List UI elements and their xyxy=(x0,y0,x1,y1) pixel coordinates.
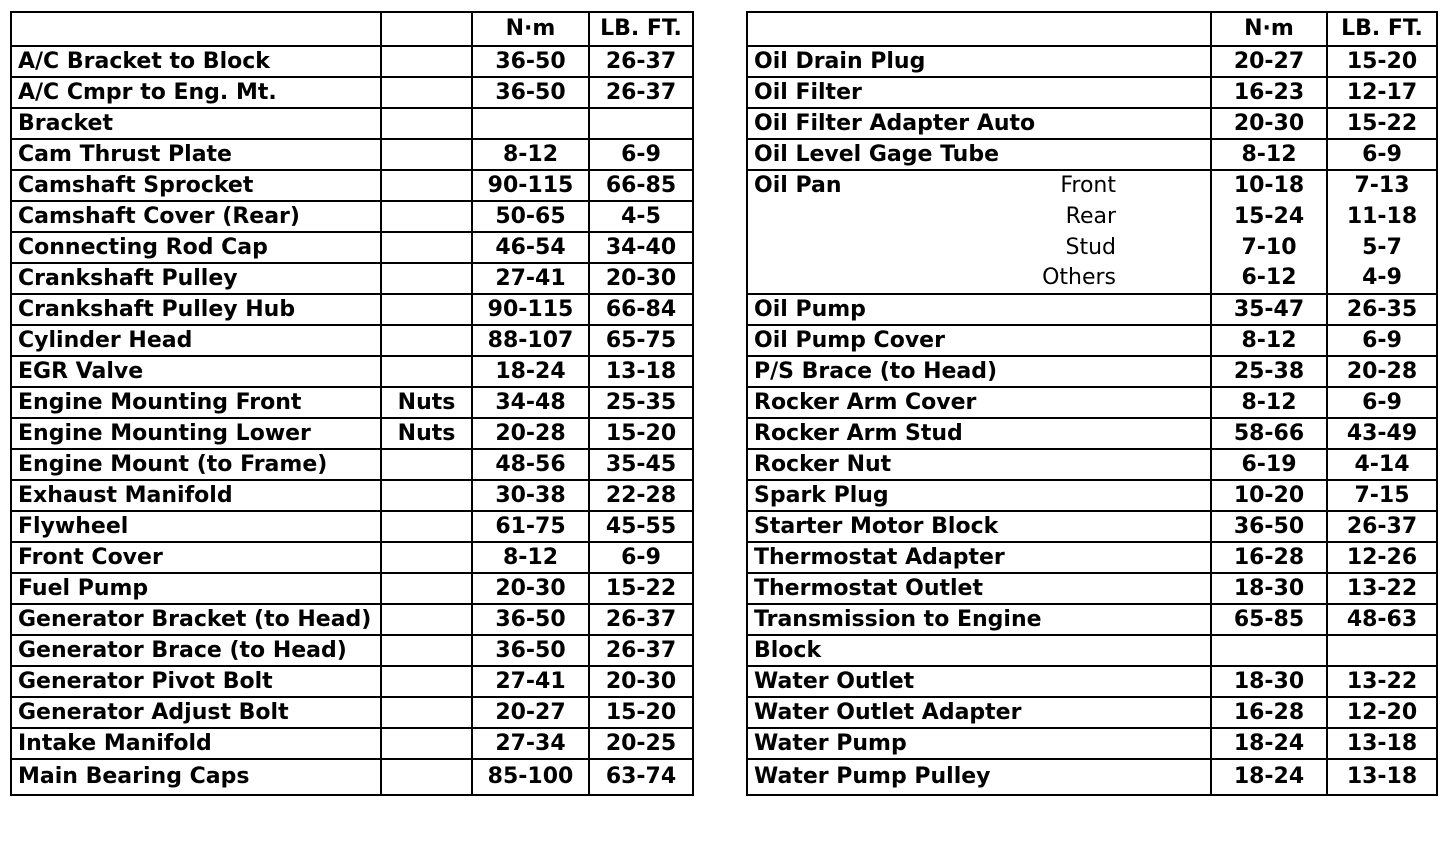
fastener-note xyxy=(381,263,472,294)
torque-nm: 15-24 xyxy=(1211,201,1327,232)
torque-nm: 20-30 xyxy=(472,573,589,604)
item-name: Bracket xyxy=(11,108,381,139)
table-row xyxy=(747,387,1437,418)
item-label: Oil Level Gage Tube xyxy=(754,141,999,167)
left-header-row xyxy=(11,12,693,46)
torque-nm: 8-12 xyxy=(472,542,589,573)
right-header-row xyxy=(747,12,1437,46)
torque-nm: 85-100 xyxy=(472,759,589,795)
fastener-note xyxy=(381,325,472,356)
item-name: EGR Valve xyxy=(11,356,381,387)
table-row xyxy=(747,542,1437,573)
item-name xyxy=(747,294,1211,325)
torque-nm: 8-12 xyxy=(1211,325,1327,356)
torque-nm: 7-10 xyxy=(1211,232,1327,263)
torque-lbft: 20-30 xyxy=(589,263,693,294)
torque-lbft: 20-30 xyxy=(589,666,693,697)
torque-nm: 10-20 xyxy=(1211,480,1327,511)
torque-nm: 16-28 xyxy=(1211,697,1327,728)
torque-lbft: 26-37 xyxy=(589,46,693,77)
item-label: Block xyxy=(754,637,822,663)
table-row xyxy=(11,480,693,511)
left-header-note xyxy=(381,12,472,46)
left-header-item xyxy=(11,12,381,46)
table-row xyxy=(11,294,693,325)
item-label: Oil Filter xyxy=(754,79,862,105)
torque-nm: 27-34 xyxy=(472,728,589,759)
item-name xyxy=(747,77,1211,108)
table-row xyxy=(11,666,693,697)
torque-nm: 50-65 xyxy=(472,201,589,232)
torque-nm: 8-12 xyxy=(472,139,589,170)
item-sub-label: Stud xyxy=(1065,234,1116,260)
table-row xyxy=(747,263,1437,294)
table-row xyxy=(747,573,1437,604)
torque-lbft: 15-22 xyxy=(1327,108,1437,139)
torque-lbft: 48-63 xyxy=(1327,604,1437,635)
torque-lbft: 6-9 xyxy=(1327,387,1437,418)
torque-nm: 20-27 xyxy=(472,697,589,728)
table-row xyxy=(11,542,693,573)
torque-nm: 10-18 xyxy=(1211,170,1327,201)
table-row xyxy=(747,480,1437,511)
torque-lbft: 26-37 xyxy=(1327,511,1437,542)
torque-lbft: 26-37 xyxy=(589,604,693,635)
fastener-note xyxy=(381,542,472,573)
item-name: Flywheel xyxy=(11,511,381,542)
item-label: Oil Pan xyxy=(754,173,842,198)
item-name xyxy=(747,201,1211,232)
fastener-note xyxy=(381,697,472,728)
left-header-nm: N·m xyxy=(472,12,589,46)
fastener-note xyxy=(381,728,472,759)
torque-nm: 36-50 xyxy=(472,635,589,666)
item-name xyxy=(747,573,1211,604)
item-name xyxy=(747,232,1211,263)
fastener-note xyxy=(381,480,472,511)
item-label: Starter Motor Block xyxy=(754,513,999,539)
fastener-note xyxy=(381,232,472,263)
table-row xyxy=(747,232,1437,263)
table-row xyxy=(11,449,693,480)
torque-nm: 30-38 xyxy=(472,480,589,511)
torque-nm: 58-66 xyxy=(1211,418,1327,449)
fastener-note xyxy=(381,77,472,108)
item-label: Oil Filter Adapter Auto xyxy=(754,110,1036,136)
fastener-note xyxy=(381,170,472,201)
item-name: Generator Pivot Bolt xyxy=(11,666,381,697)
item-name: Engine Mount (to Frame) xyxy=(11,449,381,480)
item-sub-label: Front xyxy=(1060,173,1116,198)
torque-lbft: 66-84 xyxy=(589,294,693,325)
item-name xyxy=(747,666,1211,697)
torque-nm: 35-47 xyxy=(1211,294,1327,325)
torque-nm: 18-24 xyxy=(472,356,589,387)
torque-nm: 20-30 xyxy=(1211,108,1327,139)
item-name: Generator Brace (to Head) xyxy=(11,635,381,666)
item-name xyxy=(747,511,1211,542)
item-label: Oil Pump xyxy=(754,296,866,322)
item-name: Generator Bracket (to Head) xyxy=(11,604,381,635)
item-name: Fuel Pump xyxy=(11,573,381,604)
table-row xyxy=(747,356,1437,387)
torque-lbft: 66-85 xyxy=(589,170,693,201)
fastener-note xyxy=(381,201,472,232)
item-name: Intake Manifold xyxy=(11,728,381,759)
table-row xyxy=(747,666,1437,697)
torque-nm: 6-12 xyxy=(1211,263,1327,294)
table-row xyxy=(11,232,693,263)
item-label: Spark Plug xyxy=(754,482,889,508)
item-name: Crankshaft Pulley Hub xyxy=(11,294,381,325)
torque-nm: 36-50 xyxy=(1211,511,1327,542)
table-row xyxy=(11,201,693,232)
item-name xyxy=(747,480,1211,511)
item-label: P/S Brace (to Head) xyxy=(754,358,998,384)
torque-nm: 18-30 xyxy=(1211,573,1327,604)
table-row xyxy=(11,604,693,635)
torque-lbft: 15-20 xyxy=(589,697,693,728)
torque-lbft: 15-20 xyxy=(1327,46,1437,77)
item-name: Connecting Rod Cap xyxy=(11,232,381,263)
torque-lbft: 25-35 xyxy=(589,387,693,418)
torque-lbft: 26-37 xyxy=(589,77,693,108)
table-row xyxy=(11,170,693,201)
item-label: Water Pump Pulley xyxy=(754,764,991,789)
torque-nm: 36-50 xyxy=(472,604,589,635)
torque-lbft: 63-74 xyxy=(589,759,693,795)
torque-lbft: 13-18 xyxy=(1327,728,1437,759)
item-name xyxy=(747,108,1211,139)
torque-nm: 20-28 xyxy=(472,418,589,449)
item-name xyxy=(747,46,1211,77)
fastener-note xyxy=(381,759,472,795)
fastener-note xyxy=(381,604,472,635)
item-sub-label: Rear xyxy=(1065,203,1116,229)
item-name xyxy=(747,356,1211,387)
torque-nm: 36-50 xyxy=(472,77,589,108)
fastener-note xyxy=(381,511,472,542)
item-name: Front Cover xyxy=(11,542,381,573)
table-row xyxy=(11,635,693,666)
item-name: Crankshaft Pulley xyxy=(11,263,381,294)
table-row xyxy=(11,108,693,139)
torque-nm: 88-107 xyxy=(472,325,589,356)
torque-nm: 90-115 xyxy=(472,170,589,201)
table-row xyxy=(11,325,693,356)
item-sub-label: Others xyxy=(1042,265,1116,290)
torque-nm: 16-28 xyxy=(1211,542,1327,573)
torque-lbft: 26-35 xyxy=(1327,294,1437,325)
table-row xyxy=(747,108,1437,139)
torque-lbft: 7-15 xyxy=(1327,480,1437,511)
item-name xyxy=(747,542,1211,573)
torque-lbft: 43-49 xyxy=(1327,418,1437,449)
item-name xyxy=(747,728,1211,759)
torque-nm: 34-48 xyxy=(472,387,589,418)
torque-nm: 36-50 xyxy=(472,46,589,77)
right-header-lbft: LB. FT. xyxy=(1327,12,1437,46)
item-name: Cam Thrust Plate xyxy=(11,139,381,170)
item-name xyxy=(747,604,1211,635)
torque-lbft: 12-17 xyxy=(1327,77,1437,108)
fastener-note xyxy=(381,356,472,387)
item-label: Rocker Arm Cover xyxy=(754,389,977,415)
torque-lbft: 22-28 xyxy=(589,480,693,511)
item-name: Main Bearing Caps xyxy=(11,759,381,795)
torque-lbft: 20-25 xyxy=(589,728,693,759)
table-row xyxy=(747,201,1437,232)
item-name xyxy=(747,759,1211,795)
item-name: Cylinder Head xyxy=(11,325,381,356)
table-row xyxy=(11,697,693,728)
table-row xyxy=(747,449,1437,480)
torque-lbft: 6-9 xyxy=(1327,325,1437,356)
torque-nm: 27-41 xyxy=(472,666,589,697)
item-name xyxy=(747,325,1211,356)
fastener-note: Nuts xyxy=(381,418,472,449)
torque-nm: 20-27 xyxy=(1211,46,1327,77)
item-name: Camshaft Sprocket xyxy=(11,170,381,201)
torque-nm: 8-12 xyxy=(1211,139,1327,170)
torque-lbft: 26-37 xyxy=(589,635,693,666)
item-label: Transmission to Engine xyxy=(754,606,1042,632)
torque-lbft: 4-9 xyxy=(1327,263,1437,294)
item-name xyxy=(747,170,1211,201)
item-name xyxy=(747,418,1211,449)
torque-lbft: 34-40 xyxy=(589,232,693,263)
table-row xyxy=(11,387,693,418)
fastener-note xyxy=(381,666,472,697)
table-row xyxy=(11,728,693,759)
torque-lbft: 15-22 xyxy=(589,573,693,604)
right-header-item xyxy=(747,12,1211,46)
item-name xyxy=(747,139,1211,170)
fastener-note xyxy=(381,139,472,170)
torque-nm: 61-75 xyxy=(472,511,589,542)
item-label: Thermostat Adapter xyxy=(754,544,1005,570)
item-name: Engine Mounting Front xyxy=(11,387,381,418)
right-table-body xyxy=(747,12,1437,795)
fastener-note xyxy=(381,108,472,139)
fastener-note xyxy=(381,294,472,325)
right-torque-table xyxy=(746,11,1438,796)
right-header-nm: N·m xyxy=(1211,12,1327,46)
item-label: Rocker Arm Stud xyxy=(754,420,963,446)
fastener-note xyxy=(381,449,472,480)
torque-lbft: 12-26 xyxy=(1327,542,1437,573)
table-row xyxy=(11,77,693,108)
torque-lbft: 6-9 xyxy=(589,542,693,573)
item-label: Oil Drain Plug xyxy=(754,48,926,74)
table-row xyxy=(747,77,1437,108)
item-name xyxy=(747,697,1211,728)
torque-nm: 65-85 xyxy=(1211,604,1327,635)
table-row xyxy=(11,573,693,604)
torque-lbft: 5-7 xyxy=(1327,232,1437,263)
torque-lbft: 4-14 xyxy=(1327,449,1437,480)
torque-nm: 18-24 xyxy=(1211,759,1327,795)
torque-lbft: 4-5 xyxy=(589,201,693,232)
torque-nm: 6-19 xyxy=(1211,449,1327,480)
torque-lbft: 45-55 xyxy=(589,511,693,542)
table-row xyxy=(747,325,1437,356)
item-label: Water Pump xyxy=(754,730,907,756)
table-row xyxy=(11,418,693,449)
table-row xyxy=(747,759,1437,795)
torque-lbft: 7-13 xyxy=(1327,170,1437,201)
table-row xyxy=(11,46,693,77)
table-row xyxy=(11,139,693,170)
left-header-lbft: LB. FT. xyxy=(589,12,693,46)
table-row xyxy=(747,728,1437,759)
torque-lbft: 13-18 xyxy=(1327,759,1437,795)
item-label: Thermostat Outlet xyxy=(754,575,983,601)
table-row xyxy=(747,418,1437,449)
fastener-note xyxy=(381,46,472,77)
item-label: Oil Pump Cover xyxy=(754,327,945,353)
torque-lbft: 6-9 xyxy=(1327,139,1437,170)
torque-nm: 46-54 xyxy=(472,232,589,263)
item-name: Generator Adjust Bolt xyxy=(11,697,381,728)
fastener-note: Nuts xyxy=(381,387,472,418)
torque-nm: 25-38 xyxy=(1211,356,1327,387)
table-row xyxy=(11,511,693,542)
torque-nm: 16-23 xyxy=(1211,77,1327,108)
table-row xyxy=(747,697,1437,728)
table-row xyxy=(747,294,1437,325)
torque-lbft: 13-22 xyxy=(1327,666,1437,697)
torque-lbft: 13-18 xyxy=(589,356,693,387)
torque-nm: 18-30 xyxy=(1211,666,1327,697)
item-name xyxy=(747,449,1211,480)
left-torque-table xyxy=(10,11,694,796)
table-row xyxy=(11,759,693,795)
torque-lbft: 35-45 xyxy=(589,449,693,480)
torque-lbft: 65-75 xyxy=(589,325,693,356)
item-name: Engine Mounting Lower xyxy=(11,418,381,449)
torque-lbft: 15-20 xyxy=(589,418,693,449)
fastener-note xyxy=(381,573,472,604)
item-name: Exhaust Manifold xyxy=(11,480,381,511)
torque-lbft xyxy=(589,108,693,139)
fastener-note xyxy=(381,635,472,666)
item-name xyxy=(747,263,1211,294)
torque-nm xyxy=(1211,635,1327,666)
item-name: A/C Cmpr to Eng. Mt. xyxy=(11,77,381,108)
item-label: Water Outlet Adapter xyxy=(754,699,1022,725)
torque-lbft: 20-28 xyxy=(1327,356,1437,387)
table-row xyxy=(11,263,693,294)
item-name: A/C Bracket to Block xyxy=(11,46,381,77)
item-label: Rocker Nut xyxy=(754,451,892,477)
table-row xyxy=(747,635,1437,666)
torque-nm: 48-56 xyxy=(472,449,589,480)
table-row xyxy=(747,46,1437,77)
item-name xyxy=(747,635,1211,666)
item-name: Camshaft Cover (Rear) xyxy=(11,201,381,232)
torque-lbft: 11-18 xyxy=(1327,201,1437,232)
torque-lbft: 13-22 xyxy=(1327,573,1437,604)
table-row xyxy=(747,604,1437,635)
torque-nm: 27-41 xyxy=(472,263,589,294)
table-row xyxy=(747,139,1437,170)
table-row xyxy=(11,356,693,387)
table-row xyxy=(747,511,1437,542)
torque-nm xyxy=(472,108,589,139)
item-label: Water Outlet xyxy=(754,668,915,694)
torque-lbft: 6-9 xyxy=(589,139,693,170)
torque-nm: 18-24 xyxy=(1211,728,1327,759)
torque-lbft: 12-20 xyxy=(1327,697,1437,728)
torque-nm: 90-115 xyxy=(472,294,589,325)
table-row xyxy=(747,170,1437,201)
torque-nm: 8-12 xyxy=(1211,387,1327,418)
torque-lbft xyxy=(1327,635,1437,666)
item-name xyxy=(747,387,1211,418)
left-table-body xyxy=(11,12,693,795)
